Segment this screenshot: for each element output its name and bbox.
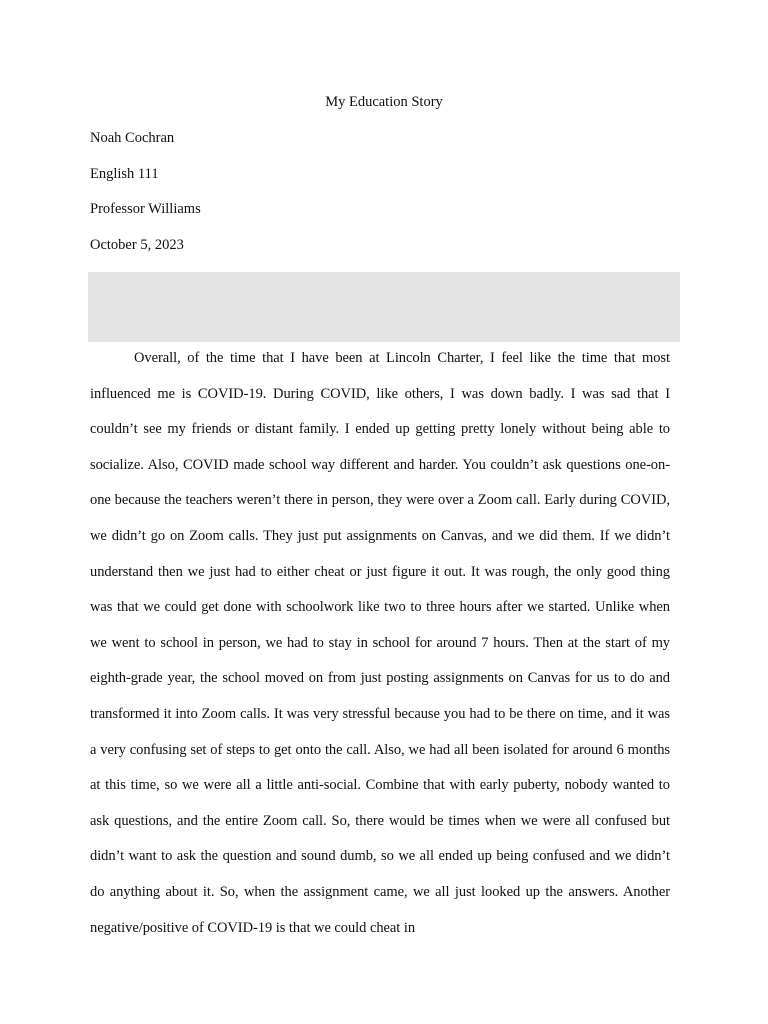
body-paragraph: Overall, of the time that I have been at Lincoln Charter, I feel like the time that most influenced me is COVID-19. During COVID, like others, I was down badly. I was sad that I couldn’t see my friends or distant family. I ended up getting pretty lonely without being able to socialize. Also, COVID made school way different and harder. You couldn’t ask questions one-on-one because the teachers weren’t there in person, they were over a Zoom call. Early during COVID, we didn’t go on Zoom calls. They just put assignments on Canvas, and we did them. If we didn’t understand then we just had to either cheat or just figure it out. It was rough, the only good thing was that we could get done with schoolwork like two to three hours after we started. Unlike when we went to school in person, we had to stay in school for around 7 hours. Then at the start of my eighth-grade year, the school moved on from just posting assignments on Canvas for us to do and transformed it into Zoom calls. It was very stressful because you had to be there on time, and it was a very confusing set of steps to get onto the call. Also, we had all been isolated for around 6 months at this time, so we were all a little anti-social. Combine that with early puberty, nobody wanted to ask questions, and the entire Zoom call. So, there would be times when we were all confused but didn’t want to ask the question and sound dumb, so we all ended up being confused and we didn’t do anything about it. So, when the assignment came, we all just looked up the answers. Another negative/positive of COVID-19 is that we could cheat in [90, 350, 670, 936]
professor-name: Professor Williams [90, 201, 201, 217]
course-name: English 111 [90, 166, 159, 182]
gray-banner [88, 272, 680, 342]
document-date: October 5, 2023 [90, 237, 184, 253]
document-title: My Education Story [325, 94, 443, 110]
author-name: Noah Cochran [90, 130, 175, 146]
